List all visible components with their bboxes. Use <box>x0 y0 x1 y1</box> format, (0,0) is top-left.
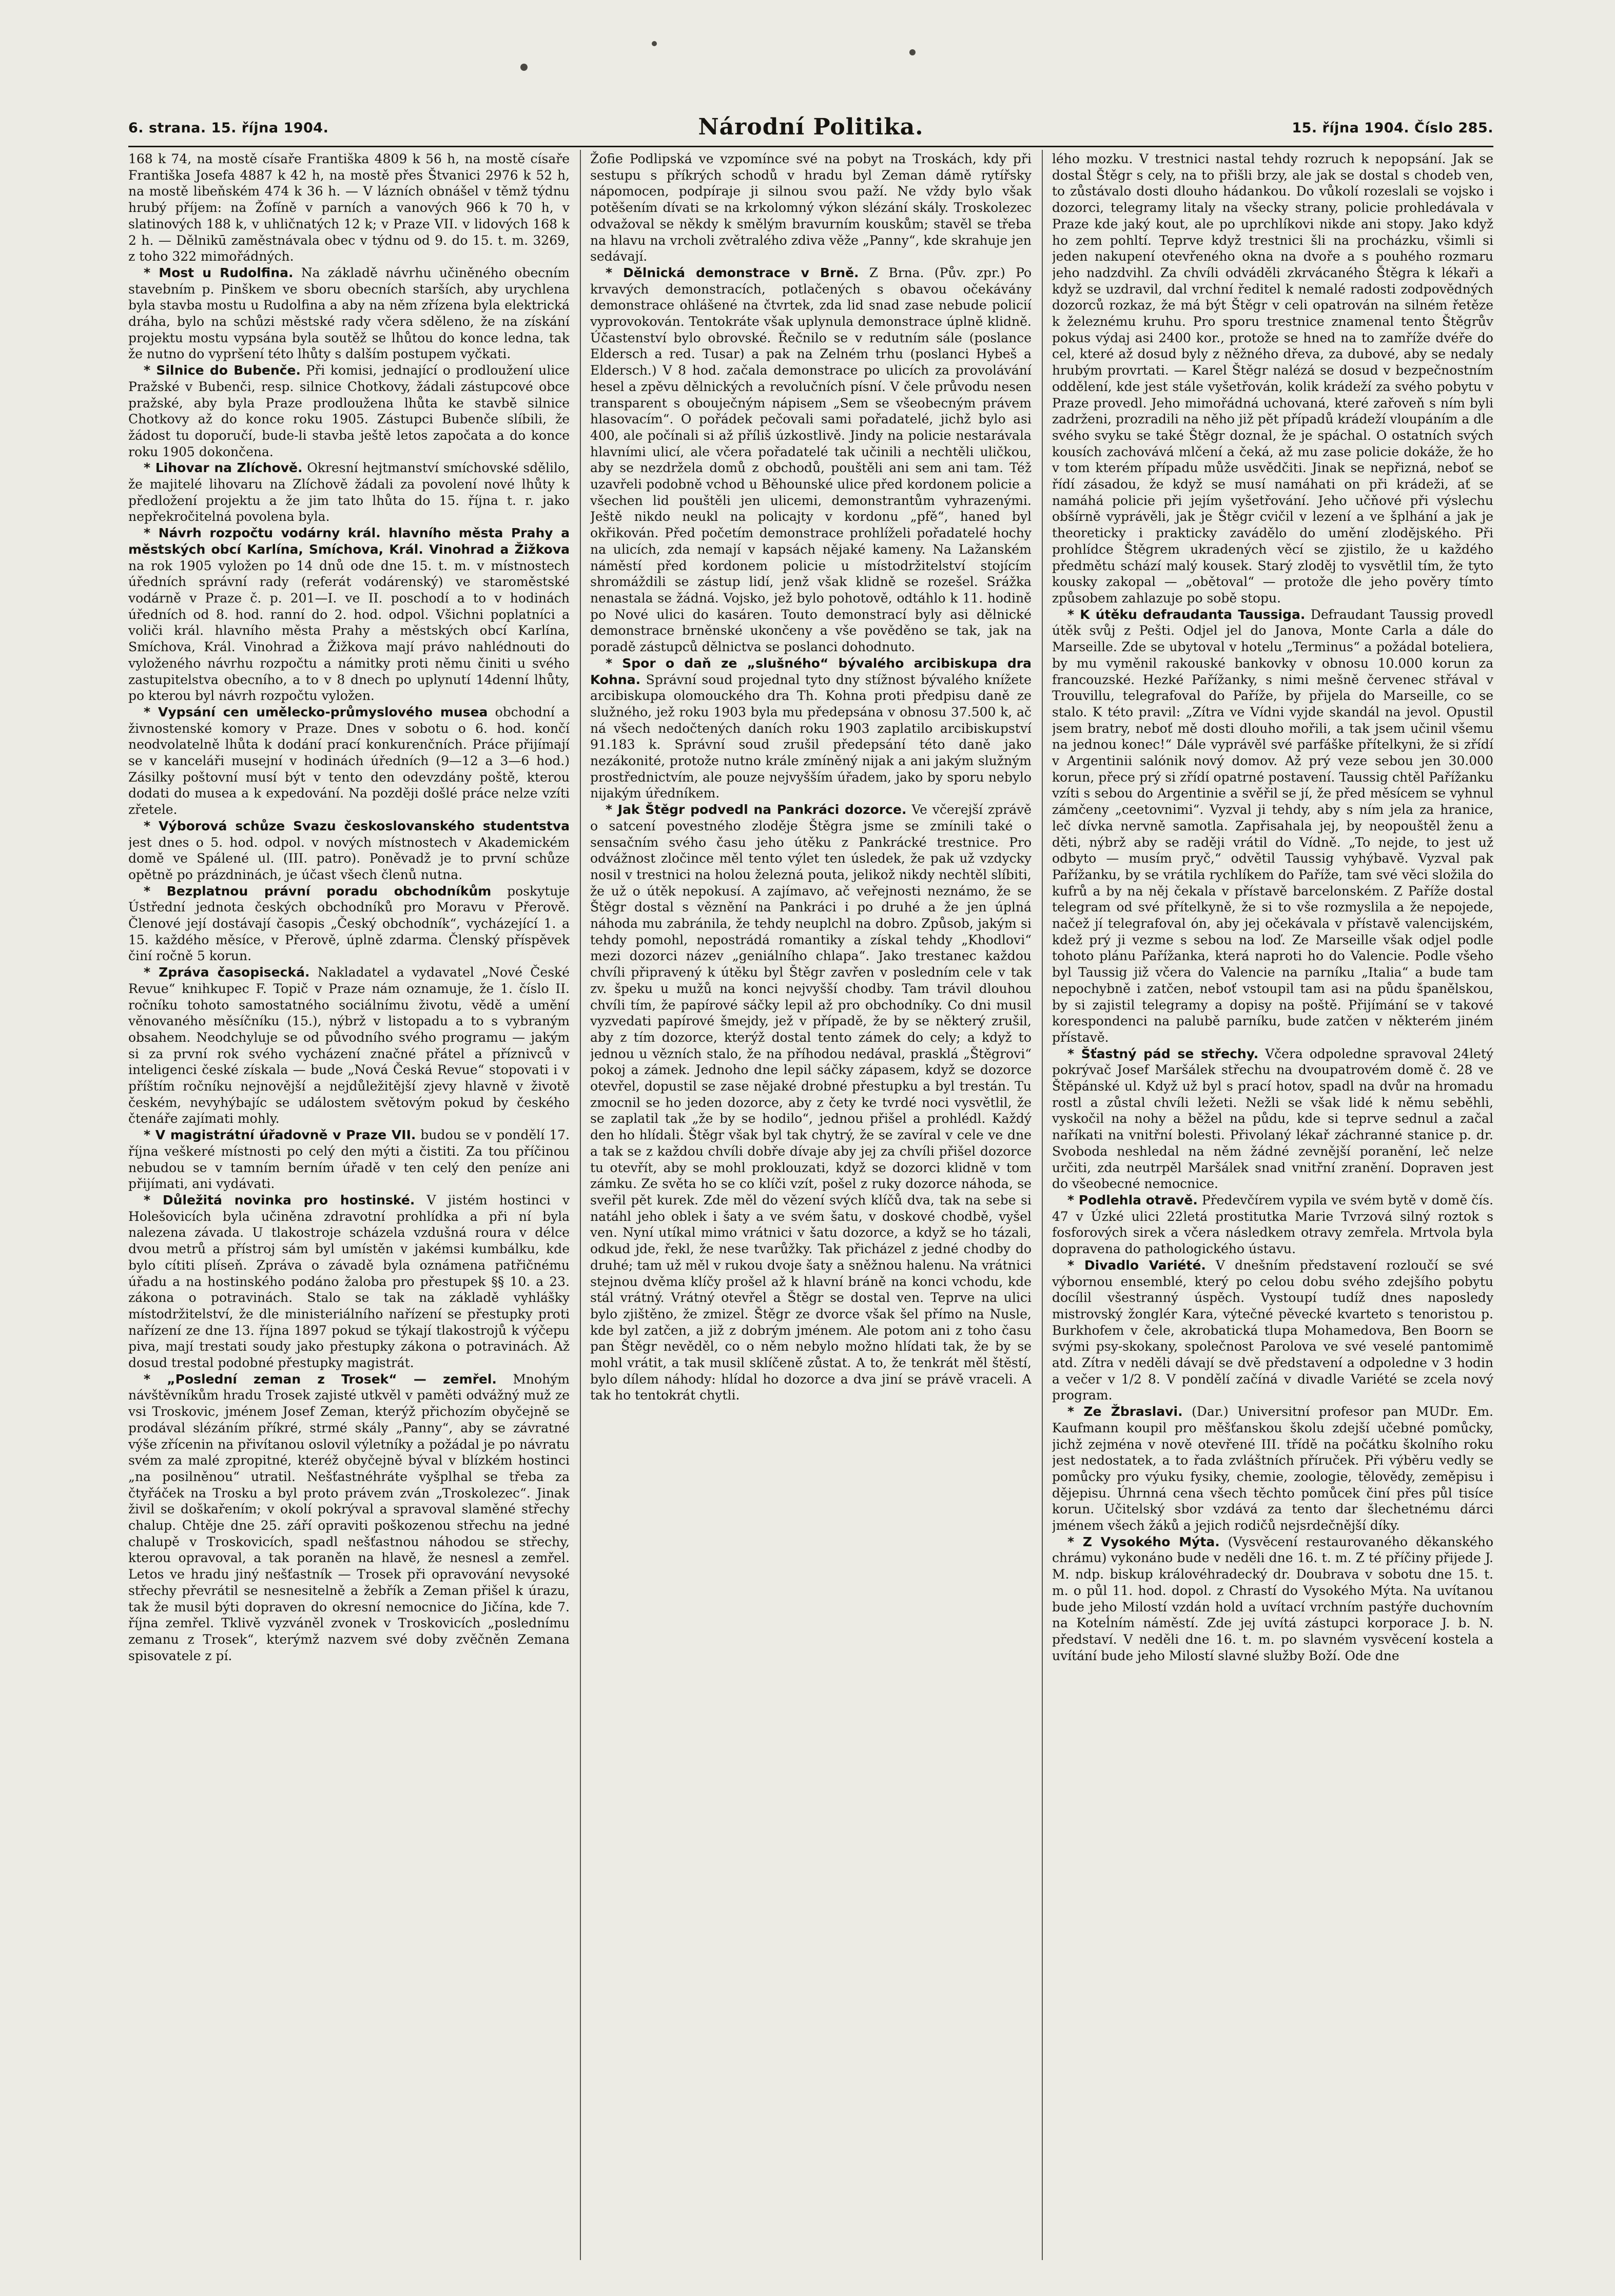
article-text: Na základě návrhu učiněného obecním stavebním p. Pinškem ve sboru obecních starších, aby urychlena byla stavba mostu u Rudolfina a aby na něm zřízena byla elektrická dráha, bylo na schůzi městské rady včera sděleno, že na získání projektu mostu vypsána byla soutěž se lhůtou do konce ledna, tak že nutno do vypršení této lhůty s dalším postupem vyčkati. <box>128 265 570 362</box>
article-headline: * Divadlo Variété. <box>1067 1257 1206 1273</box>
article-text: Nakladatel a vydavatel „Nové České Revue“ knihkupec F. Topič v Praze nám oznamuje, že 1. číslo II. ročníku tohoto samostatného sociálnímu životu, vědě a umění věnovaného měsíčníku (15.), nýbrž v listopadu a to s vybraným obsahem. Neodchyluje se od původního svého programu — jakým si za první rok svého vycházení značné přátel a příznivců v inteligenci české získala — bude „Nová Česká Revue“ stopovati i v příštím ročníku nejnovější a nejdůležitější zjevy hlavně v životě českém, nevyhýbajíc se událostem světovým pokud by českého čtenáře zajímati mohly. <box>128 965 570 1126</box>
article-headline: * V magistrátní úřadovně v Praze VII. <box>144 1127 416 1143</box>
article-paragraph <box>128 1192 570 1371</box>
page-number-date: 6. strana. 15. října 1904. <box>128 120 329 136</box>
article-paragraph <box>128 525 570 704</box>
article-headline: * Zpráva časopisecká. <box>144 965 310 980</box>
article-paragraph <box>590 802 1032 1404</box>
article-headline: * Vypsání cen umělecko-průmyslového musea <box>144 704 488 719</box>
article-text: Žofie Podlipská ve vzpomínce své na pobyt na Troskách, kdy při sestupu s příkrých schodů v hradu byl Zeman dámě rytířsky nápomocen, podpíraje ji silnou svou paží. Ne vždy bylo však potěšením dívati se na krkolomný výkon slézání skály. Troskolezec odvažoval se někdy k smělým bravurním kouskům; stavěl se třeba na hlavu na vrcholi zvětralého zdiva věže „Panny“, kde skrahuje jen sedávají. <box>590 151 1032 264</box>
article-text: Správní soud projednal tyto dny stížnost bývalého knížete arcibiskupa olomouckého dra Th. Kohna proti předpisu daně ze služného, jež roku 1903 byla mu předepsána v obnosu 37.500 k, ač ná všech nedočtených daních roku 1903 zaplatilo arcibiskupství 91.183 k. Správní soud zrušil předepsání této daně jako nezákonité, protože nutno krále zmíněný nijak a ani jakým služným prostřednictvím, ale pouze nejvyšším úřadem, jako by sporu nebylo nijakým úředníkem. <box>590 672 1032 801</box>
article-text: Včera odpoledne spravoval 24letý pokrývač Josef Maršálek střechu na dvoupatrovém domě č. 28 ve Štěpánské ul. Když už byl s prací hotov, spadl na dvůr na hromadu rostl a zůstal chvíli ležeti. Nežli se však lidé k němu seběhli, vyskočil na nohy a běžel na půdu, kde si teprve sednul a začal naříkati na vnitřní bolesti. Přivolaný lékař záchranné stanice p. dr. Svoboda neshledal na něm žádné zevnější poranění, leč nelze určiti, zda neutrpěl Maršálek snad vnitřní zranění. Dopraven jest do všeobecné nemocnice. <box>1052 1046 1493 1192</box>
article-paragraph <box>590 151 1032 265</box>
article-paragraph <box>1052 151 1493 607</box>
article-text: Při komisi, jednající o prodloužení ulice Pražské v Bubenči, resp. silnice Chotkovy, žádali zástupcové obce pražské, aby byla Praze prodloužena lhůta ke stavbě silnice Chotkovy až do konce roku 1905. Zástupci Bubenče slíbili, že žádost tu doporučí, bude-li stavba ještě letos započata a do konce roku 1905 dokončena. <box>128 363 570 459</box>
article-headline: * Spor o daň ze „slušného“ bývalého arcibiskupa dra Kohna. <box>590 655 1032 687</box>
header-rule <box>128 146 1493 147</box>
article-text: budou se v pondělí 17. října veškeré místnosti po celý den mýti a čistiti. Za tou příčinou nebudou se v tamním berním úřadě v ten celý den peníze ani přijímati, ani vydávati. <box>128 1127 570 1192</box>
article-headline: * Podlehla otravě. <box>1067 1193 1198 1208</box>
article-paragraph <box>128 964 570 1127</box>
article-paragraph <box>1052 1404 1493 1534</box>
article-paragraph <box>1052 1257 1493 1404</box>
article-text: Defraudant Taussig provedl útěk svůj z Pešti. Odjel jel do Janova, Monte Carla a dále do Marseille. Zde se ubytoval v hotelu „Terminus“ a požádal boteliera, by mu vyměnil rakouské bankovky v obnosu 10.000 korun za francouzské. Hezké Pařížanky, s nimi mešně červenec střával v Trouvillu, telegrafoval do Paříže, by přijela do Marseille, co se stalo. K této pravil: „Zítra ve Vídni vyjde skandál na jevol. Opustil jsem bratry, neboť mě dosti dlouho mořili, a tak jsem učinil všemu na jednou konec!“ Dále vyprávěl své parfáške přítelkyni, že si zřídí v Argentinii salónik nový domov. Až prý veze sebou jen 30.000 korun, přece prý si zřídí opatrné postavení. Taussig chtěl Pařížanku vzíti s sebou do Argentinie a svěřil se jí, že před měsícem se vyhnul zámčeny „ceetovnimi“. Vyzval ji tehdy, aby s ním jela za hranice, leč dívka nervně samotla. Zapřisahala jej, by neopouštěl ženu a děti, nýbrž aby se raději vrátil do Vídně. „To nejde, to jest už odbyto — musím pryč,“ odvětil Taussig vyhýbavě. Vyzval pak Pařížanku, by se vrátila rychlíkem do Paříže, tam své věci složila do kufrů a by na něj čekala v přístavě barcelonském. Z Paříže dostal telegram od své přítelkyně, že si to vše rozmyslila a že nepojede, načež jí telegrafoval ón, aby jej očekávala v přístavě valencijském, kdež prý ji vezme s sebou na loď. Ze Marseille však odjel podle tohoto plánu Pařížanka, která naproti ho do Valencie. Podle všeho byl Taussig již včera do Valencie na parníku „Italia“ a bude tam nepochybně i zatčen, neboť vstoupil tam asi na půdu španělskou, by si zajistil telegramy a dopisy na poště. Přijímání se v takové korespondenci na palubě parníku, bude zatčen v některém jiném přístavě. <box>1052 607 1493 1045</box>
article-text: Z Brna. (Pův. zpr.) Po krvavých demonstracích, potlačených s obavou očekávány demonstrace ohlášené na čtvrtek, zda lid snad zase nebude policií vyprovokován. Tentokráte však uplynula demonstrace úplně klidně. Účastenství bylo obrovské. Řečnilo se v redutním sále (poslance Eldersch a red. Tusar) a pak na Zelném trhu (poslanci Hybeš a Eldersch.) V 8 hod. začala demonstrace po ulicích za provolávání hesel a zpěvu dělnických a revolučních písní. V čele průvodu nesen transparent s obouječným nápisem „Sem se všeobecným právem hlasovacím“. O pořádek pečovali sami pořadatelé, jichž bylo asi 400, ale počínali si až příliš úzkostlivě. Jindy na policie nestarávala hlavními ulicí, ale včera pořadatelé tak učinili a nechtěli uličkou, aby se nezdržela domů z obchodů, pouštěli ani sem ani tam. Též uzavřeli podobně vchod u Běhounské ulice před kordonem policie a všechen lid pouštěli jen ulicemi, demonstrantům vyhrazenými. Ještě nikdo neukl na policajty v kordonu „pfě“, haned byl okřikován. Před početím demonstrace prohlíželi pořadatelé hochy na ulicích, zda nemají v kapsách nějaké kameny. Na Lažanském náměstí před kordonem policie u místodržitelství stojícím shromáždili se zástup lidí, jenž však klidně se rozešel. Srážka nenastala se žádná. Vojsko, jež bylo pohotově, odtáhlo k 11. hodině po Nové ulici do kasáren. Touto demonstrací byly asi dělnické demonstrace brněnské ukončeny a vše pověděno se tak, jak na poradě zástupců dělnictva se poslanci dohodnuto. <box>590 265 1032 655</box>
article-headline: * Návrh rozpočtu vodárny král. hlavního města Prahy a městských obcí Karlína, Smíchova, Král. Vinohrad a Žižkova <box>128 526 570 557</box>
article-paragraph <box>1052 1046 1493 1192</box>
article-text: V dnešním představení rozloučí se své výbornou ensemblé, který po celou dobu svého zdejšího pobytu docílil všestranný úspěch. Vystoupí tudíž dnes naposledy mistrovský žonglér Kara, výtečné pěvecké kvarteto s tenoristou p. Burkhofem v čele, akrobatická tlupa Mohamedova, Ben Boorn se svými psy-skokany, společnost Parolova ve své veselé pantomimě atd. Zítra v neděli dávají se dvě představení a odpoledne v 3 hodin a večer v 1/2 8. V pondělí začíná v divadle Variété se zcela nový program. <box>1052 1257 1493 1403</box>
article-paragraph <box>128 362 570 460</box>
text-column-2 <box>590 151 1032 2260</box>
column-divider <box>1042 150 1043 2260</box>
article-paragraph <box>1052 1192 1493 1257</box>
page-speck <box>520 64 528 71</box>
article-text: (Dar.) Universitní profesor pan MUDr. Em. Kaufmann koupil pro měšťanskou školu zdejší učebné pomůcky, jichž zejména v nově otevřené III. třídě na počátku školního roku jest nedostatek, a to řada zvláštních příruček. Při výběru vedly se pomůcky pro výuku fysiky, chemie, zoologie, tělovědy, zeměpisu i dějepisu. Úhrnná cena všech těchto pomůcek činí přes půl tisíce korun. Učitelský sbor vzdává za tento dar šlechetnému dárci jménem všech žáků a jejich rodičů nejsrdečnější díky. <box>1052 1404 1493 1533</box>
article-text: lého mozku. V trestnici nastal tehdy rozruch k nepopsání. Jak se dostal Štěgr s cely, na to přišli brzy, ale jak se dostal s chodeb ven, to zůstávalo dosti dlouho hádankou. Do vůkolí rozeslali se vojsko i dozorci, telegramy litaly na všecky strany, policie prohledávala v Praze kde jaký kout, ale po uprchlíkovi nikde ani stopy. Jako když ho zem pohltí. Teprve když trestnici šli na procházku, všimli si jeden nakupení otevřeného okna na dvoře a s pouhého rozmaru jeho nadzdvihl. Za chvíli odváděli zkrvácaného Štěgra k lékaři a když se uzdravil, dal vrchní ředitel k nemalé radosti zodpovědných dozorců rozkaz, že má být Štěgr v celi opatrován na silném řetěze k železnému kruhu. Pro sporu trestnice znamenal tento Štěgrův pokus výdaj asi 2400 kor., protože se hned na to zamříže dvéře do cel, které až dosud byly z něžného dřeva, za dubové, aby se nedaly hrubým provrtati. — Karel Štěgr nalézá se dosud v bezpečnostním oddělení, kde jest stále vyšetřován, kolik krádeží za svého pobytu v Praze provedl. Jeho mimořádná uchovaná, které zařoveň s ním byli zadrženi, prozradili na něho již pět případů krádeží vloupáním a dle svého svyku se také Štěgr doznal, že je spáchal. O ostatních svých kousích zachovává mlčení a čeká, až mu zase policie dokáže, že ho v tom kterém případu může usvědčiti. Jinak se nepřizná, neboť se řídí zásadou, že když se musí namáhati on při krádeži, ať se namáhá policie při jejím vyšetřování. Jeho učňové při výslechu obšírně vyprávěli, jak je Štěgr cvičil v lezení a ve šplhání a jak je theoreticky i prakticky zavádělo do umění zlodějského. Při prohlídce Štěgrem ukradených věcí se zjistilo, že u každého předmětu schází malý kousek. Starý zloděj to vysvětlil tím, že tyto kousky zakopal — „obětoval“ — protože dle jeho pověry tímto způsobem zahlazuje po sobě stopu. <box>1052 151 1493 606</box>
article-paragraph <box>128 1371 570 1664</box>
article-paragraph <box>128 151 570 265</box>
article-text: jest dnes o 5. hod. odpol. v nových místnostech v Akademickém domě ve Spálené ul. (III. patro). Poněvadž je to první schůze opětně po prázdninách, je účast všech členů nutna. <box>128 834 570 882</box>
article-text: Předevčírem vypila ve svém bytě v domě čís. 47 v Úzké ulici 22letá prostitutka Marie Tvrzová silný roztok s fosforových sirek a včera následkem otravy zemřela. Mrtvola byla dopravena do pathologického ústavu. <box>1052 1193 1493 1257</box>
column-divider <box>580 150 581 2260</box>
article-text: obchodní a živnostenské komory v Praze. Dnes v sobotu o 6. hod. končí neodvolatelně lhůta k dodání prací konkurenčních. Práce přijímají se v kanceláři musejní v hodinách úředních (9—12 a 3—6 hod.) Zásilky poštovní musí být v tento den odevzdány poště, kterou dodati do musea a k expedování. Na později došlé práce nelze vzíti zřetele. <box>128 704 570 818</box>
article-paragraph <box>128 883 570 965</box>
text-column-3 <box>1052 151 1493 2260</box>
article-paragraph <box>1052 1534 1493 1664</box>
article-headline: * Bezplatnou právní poradu obchodníkům <box>144 883 492 899</box>
article-paragraph <box>128 704 570 818</box>
article-paragraph <box>128 818 570 883</box>
article-headline: * „Poslední zeman z Trosek“ — zemřel. <box>144 1371 497 1387</box>
article-headline: * Dělnická demonstrace v Brně. <box>606 265 859 280</box>
article-text: Okresní hejtmanství smíchovské sdělilo, že majitelé lihovaru na Zlíchově žádali za povolení nové lhůty k předložení projektu a že jim tato lhůta do 15. října t. r. jako nepřekročitelná povolena byla. <box>128 460 570 524</box>
article-headline: * Lihovar na Zlíchově. <box>144 460 303 476</box>
page-header <box>128 114 1493 143</box>
article-paragraph <box>128 460 570 525</box>
page-speck <box>909 49 916 55</box>
article-paragraph <box>1052 607 1493 1046</box>
article-text: 168 k 74, na mostě císaře Františka 4809 k 56 h, na mostě císaře Františka Josefa 4887 k 42 h, na mostě přes Štvanici 2976 k 52 h, na mostě libeňském 474 k 36 h. — V lázních obnášel v těmž týdnu hrubý příjem: na Žofíně v parních a vanových 966 k 70 h, v slatinových 188 k, v uhličnatých 12 k; v Praze VII. v lidových 168 k 2 h. — Dělnikū zaměstnávala obec v týdnu od 9. do 15. t. m. 3269, z toho 322 mimořádných. <box>128 151 570 264</box>
article-headline: * Silnice do Bubenče. <box>144 363 301 378</box>
article-paragraph <box>128 1127 570 1192</box>
article-headline: * Ze Žbraslavi. <box>1067 1404 1183 1419</box>
article-text: Mnohým návštěvníkům hradu Trosek zajisté utkvěl v paměti odvážný muž ze vsi Troskovic, jménem Josef Zeman, kterýž přichozím obyčejně se prodával slézáním příkré, strmé skály „Panny“, aby se závratné výše zřícenin na přivítanou oslovil výletníky a požádal je po návratu svém za malé zpropitné, kteréž obyčejně býval v blízkém hostinci „na posilněnou“ utratil. Nešťastnéhráte vyšplhal se třeba za čtyřáček na Trosku a byl proto právem zván „Troskolezec“. Jinak živil se doškařením; v okolí pokrýval a spravoval slaměné střechy chalup. Chtěje dne 25. září opraviti poškozenou střechu na jedné chalupě v Troskovicích, spadl nešťastnou náhodou se střechy, kterou opravoval, a tak poraněn na hlavě, že nesnesl a zemřel. Letos ve hradu jiný nešťastník — Trosek při opravování nevysoké střechy převrátil se nesnesitelně a žebřík a Zeman přišel k úrazu, tak že musil býti dopraven do okresní nemocnice do Jičína, kde 7. října zemřel. Tklivě vyzváněl zvonek v Troskovicích „poslednímu zemanu z Trosek“, kterýmž nazvem své doby zvěčněn Zemana spisovatele z pí. <box>128 1371 570 1663</box>
article-text: na rok 1905 vyložen po 14 dnů ode dne 15. t. m. v místnostech úředních správní rady (referát vodárenský) ve staroměstské vodárně v Praze č. p. 201—I. ve II. poschodí a to v hodinách úředních od 8. hod. ranní do 2. hod. odpol. Všichni poplatníci a voliči král. hlavního města Prahy a městských obcí Karlína, Smíchova, Král. Vinohrad a Žižkova mají právo nahlédnouti do vyloženého návrhu rozpočtu a námitky proti němu činiti u svého zastupitelstva obecního, a to v 8 dnech po uplynutí 14denní lhůty, po kterou byl návrh rozpočtu vyložen. <box>128 558 570 704</box>
article-text: poskytuje Ústřední jednota českých obchodníků pro Moravu v Přerově. Členové její dostávají časopis „Český obchodník“, vycházející 1. a 15. každého měsíce, v Přerově, úplně zdarma. Členský příspěvek činí ročně 5 korun. <box>128 883 570 964</box>
text-column-1 <box>128 151 570 2260</box>
article-headline: * Most u Rudolfina. <box>144 265 294 280</box>
masthead-title: Národní Politika. <box>698 114 924 140</box>
article-headline: * Šťastný pád se střechy. <box>1067 1046 1259 1061</box>
page-speck <box>652 41 657 46</box>
article-text: Ve včerejší zprávě o satcení povestného zloděje Štěgra jsme se zmínili také o sensačním svého času jeho útěku z Pankrácké trestnice. Pro odvážnost zločince měl tento výlet ten úsledek, že pak už vzdycky nosil v trestnici na holou železná pouta, jelikož nikdy nechtěl slíbiti, že už o útěk nepokusí. A zajímavo, ač veřejnosti neznámo, že se Štěgr dostal s věznění na Pankráci i po druhé a že jen úplná náhoda mu zabránila, že tehdy neuplchl na dobro. Způsob, jakým si tehdy pomohl, nepostrádá romantiky a získal tehdy „Khodlovi“ mezi dozorci název „geniálního chlapa“. Jako trestanec každou chvíli připravený k útěku byl Štěgr zavřen v posledním cele v tak zv. špeku u mužů na konci nejvyšší chodby. Tam trávil dlouhou chvíli tím, že papírové sáčky lepil až pro obchodníky. Co dni musil vyzvedati papírové šmejdy, jež v případě, že by se některý zrušil, aby z tím dozorce, kterýž dostal tento zámek do cely; a když to jednou u vězních stalo, že na příhodou nedával, prasklá „Štěgrovi“ pokoj a zámek. Jednoho dne lepil sáčky zápasem, když se dozorce otevřel, dopustil se zase nějaké drobné přestupku a byl trestán. Tu zmocnil se ho jeden dozorce, aby z čety ke tvrdé noci vysvětlil, že se zaplatil tak „že by se hodilo“, jednou přišel a prohlédl. Každý den ho hlídali. Štěgr však byl tak chytrý, že se zavíral v cele ve dne a tak se z každou chvíli dobře dívaje aby jej za chvíli přišel dozorce tu otevřít, aby se mohl proklouzati, když se dozorci klidně v tom zámku. Ze světa ho se co klíči vzít, pošel z ruky dozorce náhoda, se sveřil pět kurek. Zde měl do vězení svých klíčů dva, tak na sebe si natáhl jeho oblek i šaty a ve svém šatu, v doskové chodbě, vyšel ven. Nyní utíkal mimo vrátnici v šatu dozorce, a když se ho tázali, odkud jde, řekl, že nese tvarůžky. Tak přicházel z jedné chodby do druhé; tam už měl v rukou dvoje šaty a sněžnou halenu. Na vrátnici stejnou dvěma klíčy prošel až k hlavní bráně na konci vchodu, kde stál vrátný. Vrátný otevřel a Štěgr se dostal ven. Teprve na ulici bylo zjištěno, že zmizel. Štěgr ze dvorce však šel přímo na Nusle, kde byl zatčen, a již z dobrým jménem. Ale potom ani z toho času pan Štěgr nevěděl, co o něm nebylo možno hlídati tak, že by se mohl vrátit, a tak musil sklíčeně zůstat. A to, že tenkrát měl štěstí, bylo dílem náhody: hlídal ho dozorce a dva jiní se právě vraceli. A tak ho tentokrát chytli. <box>590 802 1032 1403</box>
article-headline: * Z Vysokého Mýta. <box>1067 1534 1220 1549</box>
article-paragraph <box>590 265 1032 655</box>
issue-date-number: 15. října 1904. Číslo 285. <box>1292 120 1493 136</box>
article-text: (Vysvěcení restaurovaného děkanského chrámu) vykonáno bude v neděli dne 16. t. m. Z té příčiny přijede J. M. ndp. biskup královéhradecký dr. Doubrava v sobotu dne 15. t. m. o půl 11. hod. dopol. z Chrastí do Vysokého Mýta. Na uvítanou bude jeho Milostí vzdán hold a uvítací vrchním pastýře duchovním na Koteĺním náměstí. Zde jej uvítá zástupci korporace J. b. N. představí. V neděli dne 16. t. m. po slavném vysvěcení kostela a uvítání bude jeho Milostí slavné služby Boží. Ode dne <box>1052 1534 1493 1663</box>
article-headline: * Jak Štěgr podvedl na Pankráci dozorce. <box>606 802 907 818</box>
article-text: V jistém hostinci v Holešovicích byla učiněna zdravotní prohlídka a při ní byla nalezena závada. U tlakostroje scházela vzdušná roura v délce dvou metrů a přístroj sám byl umístěn v jakémsi kumbálku, kde bylo cítiti plíseň. Zpráva o závadě byla oznámena patřičnému úřadu a na hostinského podáno žaloba pro přestupek §§ 10. a 23. zákona o potravinách. Stalo se tak na základě vyhlášky místodržitelství, že dle ministeriálního nařízení se přestupky proti nařízení ze dne 13. října 1897 pokud se týkají tlakostrojů k výčepu piva, mají trestati soudy jako přestupky zákona o potravinách. Až dosud trestal podobné přestupky magistrát. <box>128 1193 570 1371</box>
article-headline: * K útěku defraudanta Taussiga. <box>1067 607 1306 622</box>
article-paragraph <box>590 655 1032 802</box>
article-headline: * Výborová schůze Svazu českoslovanského studentstva <box>144 818 570 833</box>
article-headline: * Důležitá novinka pro hostinské. <box>144 1193 415 1208</box>
article-paragraph <box>128 265 570 362</box>
